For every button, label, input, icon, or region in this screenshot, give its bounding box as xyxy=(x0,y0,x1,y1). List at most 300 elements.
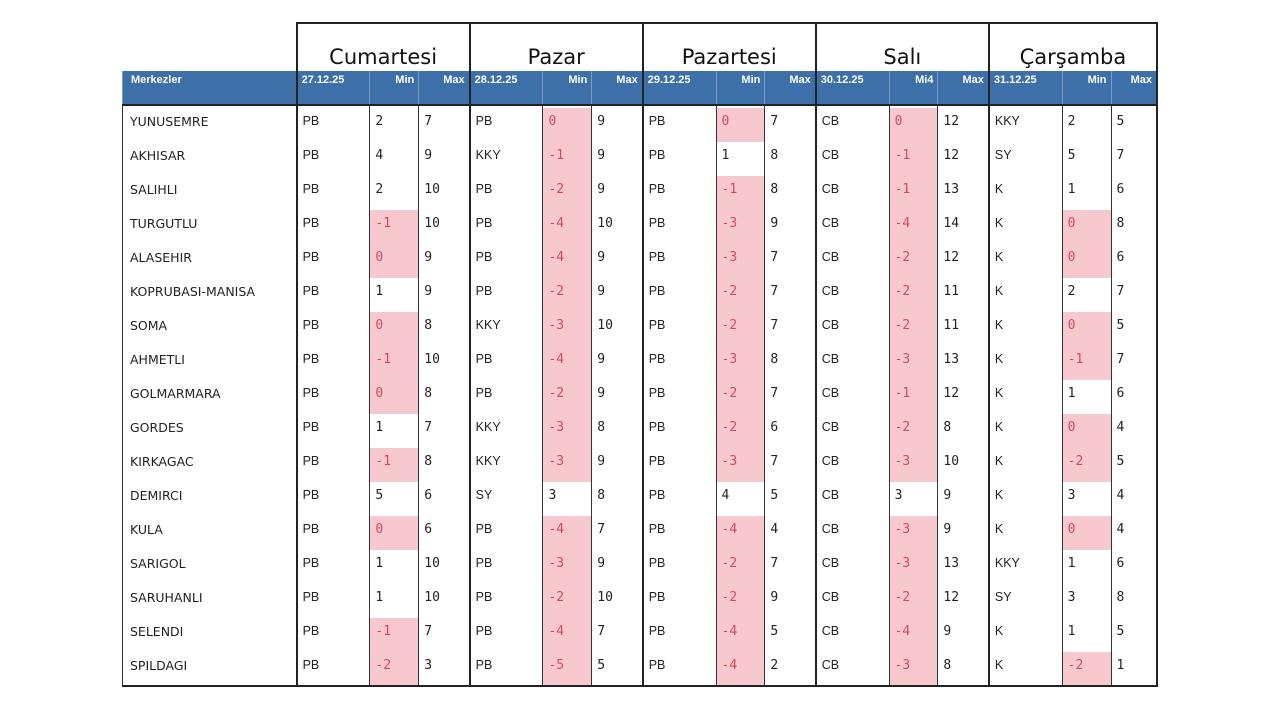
min-temp-cell: 0 xyxy=(370,312,419,346)
max-temp-cell: 5 xyxy=(765,618,816,652)
station-name: GOLMARMARA xyxy=(123,380,297,414)
condition-cell: PB xyxy=(643,618,716,652)
max-temp-cell: 5 xyxy=(1111,312,1157,346)
condition-cell: CB xyxy=(816,176,889,210)
max-temp-cell: 7 xyxy=(592,516,643,550)
day-name: Pazar xyxy=(470,23,643,71)
station-name: GORDES xyxy=(123,414,297,448)
max-temp-cell: 10 xyxy=(592,584,643,618)
min-temp-cell: 1 xyxy=(1062,380,1111,414)
min-temp-cell: 0 xyxy=(1062,210,1111,244)
max-temp-cell: 8 xyxy=(765,176,816,210)
condition-cell: PB xyxy=(643,346,716,380)
station-name: AKHISAR xyxy=(123,142,297,176)
station-name: KULA xyxy=(123,516,297,550)
table-row xyxy=(123,584,1158,618)
condition-cell: PB xyxy=(297,380,370,414)
condition-cell: PB xyxy=(297,142,370,176)
condition-cell: K xyxy=(989,414,1062,448)
condition-cell: PB xyxy=(643,550,716,584)
station-name: KOPRUBASI-MANISA xyxy=(123,278,297,312)
condition-cell: PB xyxy=(470,210,543,244)
date-header: 29.12.25 xyxy=(643,71,716,105)
min-temp-cell: 1 xyxy=(370,584,419,618)
min-temp-cell: -3 xyxy=(889,448,938,482)
max-temp-cell: 9 xyxy=(592,346,643,380)
condition-cell: PB xyxy=(297,652,370,686)
max-temp-cell: 9 xyxy=(419,244,470,278)
condition-cell: PB xyxy=(297,448,370,482)
condition-cell: K xyxy=(989,482,1062,516)
stations-header: Merkezler xyxy=(123,71,297,105)
min-temp-cell: -4 xyxy=(543,346,592,380)
min-temp-cell: -1 xyxy=(370,618,419,652)
max-temp-cell: 9 xyxy=(765,584,816,618)
min-temp-cell: 0 xyxy=(370,244,419,278)
condition-cell: PB xyxy=(297,346,370,380)
condition-cell: CB xyxy=(816,346,889,380)
min-temp-cell: -2 xyxy=(1062,448,1111,482)
table-row xyxy=(123,448,1158,482)
max-temp-cell: 7 xyxy=(1111,278,1157,312)
condition-cell: KKY xyxy=(989,108,1062,142)
min-temp-cell: -4 xyxy=(889,618,938,652)
min-temp-cell: -4 xyxy=(716,516,765,550)
max-temp-cell: 7 xyxy=(765,312,816,346)
table-row xyxy=(123,142,1158,176)
max-temp-cell: 8 xyxy=(938,652,989,686)
condition-cell: PB xyxy=(470,108,543,142)
date-header: 27.12.25 xyxy=(297,71,370,105)
condition-cell: CB xyxy=(816,516,889,550)
min-temp-cell: 2 xyxy=(1062,278,1111,312)
max-temp-cell: 10 xyxy=(592,210,643,244)
min-temp-cell: 1 xyxy=(370,550,419,584)
station-name: SELENDI xyxy=(123,618,297,652)
max-temp-cell: 9 xyxy=(419,142,470,176)
min-header: Min xyxy=(370,71,419,105)
condition-cell: PB xyxy=(470,278,543,312)
max-temp-cell: 7 xyxy=(1111,142,1157,176)
max-header: Max xyxy=(592,71,643,105)
condition-cell: PB xyxy=(470,550,543,584)
station-name: SARIGOL xyxy=(123,550,297,584)
min-temp-cell: 5 xyxy=(370,482,419,516)
min-temp-cell: 2 xyxy=(370,176,419,210)
max-temp-cell: 10 xyxy=(938,448,989,482)
max-temp-cell: 4 xyxy=(1111,482,1157,516)
condition-cell: K xyxy=(989,210,1062,244)
max-temp-cell: 10 xyxy=(592,312,643,346)
max-temp-cell: 5 xyxy=(765,482,816,516)
station-name: SOMA xyxy=(123,312,297,346)
min-temp-cell: -3 xyxy=(889,550,938,584)
max-temp-cell: 7 xyxy=(419,414,470,448)
max-temp-cell: 1 xyxy=(1111,652,1157,686)
min-temp-cell: 2 xyxy=(370,108,419,142)
condition-cell: KKY xyxy=(470,142,543,176)
min-header: Min xyxy=(543,71,592,105)
condition-cell: CB xyxy=(816,482,889,516)
max-temp-cell: 7 xyxy=(765,278,816,312)
table-row xyxy=(123,414,1158,448)
min-temp-cell: -3 xyxy=(543,414,592,448)
condition-cell: KKY xyxy=(470,414,543,448)
min-temp-cell: 3 xyxy=(543,482,592,516)
min-temp-cell: -2 xyxy=(543,380,592,414)
min-header: Mi4 xyxy=(889,71,938,105)
max-temp-cell: 5 xyxy=(1111,618,1157,652)
min-temp-cell: -2 xyxy=(889,244,938,278)
max-temp-cell: 7 xyxy=(765,244,816,278)
min-temp-cell: 1 xyxy=(1062,618,1111,652)
min-temp-cell: 1 xyxy=(1062,550,1111,584)
max-temp-cell: 7 xyxy=(765,380,816,414)
condition-cell: K xyxy=(989,346,1062,380)
min-temp-cell: 5 xyxy=(1062,142,1111,176)
station-name: TURGUTLU xyxy=(123,210,297,244)
min-temp-cell: -3 xyxy=(889,516,938,550)
condition-cell: CB xyxy=(816,278,889,312)
condition-cell: CB xyxy=(816,108,889,142)
day-name: Çarşamba xyxy=(989,23,1157,71)
condition-cell: K xyxy=(989,618,1062,652)
condition-cell: PB xyxy=(297,482,370,516)
max-temp-cell: 8 xyxy=(419,380,470,414)
condition-cell: KKY xyxy=(470,312,543,346)
min-temp-cell: -4 xyxy=(543,244,592,278)
condition-cell: PB xyxy=(297,618,370,652)
min-temp-cell: -4 xyxy=(543,210,592,244)
min-temp-cell: -2 xyxy=(889,584,938,618)
min-temp-cell: -2 xyxy=(716,312,765,346)
condition-cell: PB xyxy=(297,176,370,210)
max-temp-cell: 9 xyxy=(938,516,989,550)
max-temp-cell: 6 xyxy=(765,414,816,448)
table-row xyxy=(123,176,1158,210)
min-temp-cell: -4 xyxy=(543,516,592,550)
max-temp-cell: 7 xyxy=(419,108,470,142)
condition-cell: CB xyxy=(816,584,889,618)
min-temp-cell: -3 xyxy=(716,346,765,380)
min-temp-cell: 0 xyxy=(716,108,765,142)
max-header: Max xyxy=(765,71,816,105)
max-temp-cell: 13 xyxy=(938,176,989,210)
condition-cell: PB xyxy=(297,312,370,346)
condition-cell: PB xyxy=(643,448,716,482)
station-name: DEMIRCI xyxy=(123,482,297,516)
max-temp-cell: 6 xyxy=(1111,380,1157,414)
min-temp-cell: -3 xyxy=(716,210,765,244)
min-temp-cell: 1 xyxy=(716,142,765,176)
min-temp-cell: 4 xyxy=(716,482,765,516)
condition-cell: PB xyxy=(643,210,716,244)
min-header: Min xyxy=(1062,71,1111,105)
condition-cell: CB xyxy=(816,550,889,584)
condition-cell: PB xyxy=(643,108,716,142)
max-temp-cell: 9 xyxy=(592,244,643,278)
condition-cell: K xyxy=(989,448,1062,482)
max-temp-cell: 10 xyxy=(419,346,470,380)
min-temp-cell: -2 xyxy=(543,584,592,618)
condition-cell: CB xyxy=(816,210,889,244)
min-header: Min xyxy=(716,71,765,105)
condition-cell: PB xyxy=(643,244,716,278)
min-temp-cell: -2 xyxy=(543,176,592,210)
station-name: YUNUSEMRE xyxy=(123,108,297,142)
date-header: 30.12.25 xyxy=(816,71,889,105)
condition-cell: CB xyxy=(816,380,889,414)
station-name: AHMETLI xyxy=(123,346,297,380)
max-header: Max xyxy=(419,71,470,105)
max-temp-cell: 6 xyxy=(1111,176,1157,210)
min-temp-cell: 1 xyxy=(370,278,419,312)
min-temp-cell: 3 xyxy=(889,482,938,516)
max-temp-cell: 7 xyxy=(592,618,643,652)
condition-cell: PB xyxy=(297,244,370,278)
condition-cell: SY xyxy=(989,584,1062,618)
min-temp-cell: -1 xyxy=(1062,346,1111,380)
max-temp-cell: 5 xyxy=(592,652,643,686)
condition-cell: CB xyxy=(816,652,889,686)
max-temp-cell: 9 xyxy=(938,618,989,652)
forecast-table-container xyxy=(122,22,1158,687)
condition-cell: K xyxy=(989,278,1062,312)
max-temp-cell: 8 xyxy=(419,312,470,346)
condition-cell: PB xyxy=(470,176,543,210)
max-temp-cell: 13 xyxy=(938,550,989,584)
forecast-table xyxy=(122,22,1158,687)
date-header: 28.12.25 xyxy=(470,71,543,105)
min-temp-cell: -4 xyxy=(716,652,765,686)
max-temp-cell: 12 xyxy=(938,108,989,142)
condition-cell: KKY xyxy=(989,550,1062,584)
condition-cell: PB xyxy=(643,380,716,414)
condition-cell: PB xyxy=(470,584,543,618)
condition-cell: SY xyxy=(470,482,543,516)
max-temp-cell: 11 xyxy=(938,312,989,346)
max-header: Max xyxy=(938,71,989,105)
max-temp-cell: 9 xyxy=(592,176,643,210)
date-header: 31.12.25 xyxy=(989,71,1062,105)
min-temp-cell: -2 xyxy=(716,278,765,312)
max-temp-cell: 9 xyxy=(592,448,643,482)
table-row xyxy=(123,108,1158,142)
condition-cell: K xyxy=(989,652,1062,686)
max-temp-cell: 9 xyxy=(592,108,643,142)
table-row xyxy=(123,618,1158,652)
min-temp-cell: -1 xyxy=(370,448,419,482)
table-row xyxy=(123,516,1158,550)
condition-cell: CB xyxy=(816,414,889,448)
min-temp-cell: 0 xyxy=(1062,244,1111,278)
condition-cell: PB xyxy=(470,652,543,686)
condition-cell: K xyxy=(989,516,1062,550)
min-temp-cell: 0 xyxy=(1062,516,1111,550)
min-temp-cell: 1 xyxy=(370,414,419,448)
max-temp-cell: 8 xyxy=(592,414,643,448)
min-temp-cell: -2 xyxy=(543,278,592,312)
min-temp-cell: 3 xyxy=(1062,482,1111,516)
max-temp-cell: 4 xyxy=(1111,516,1157,550)
min-temp-cell: -2 xyxy=(889,312,938,346)
condition-cell: PB xyxy=(297,516,370,550)
min-temp-cell: -3 xyxy=(716,448,765,482)
max-temp-cell: 8 xyxy=(592,482,643,516)
min-temp-cell: -4 xyxy=(716,618,765,652)
condition-cell: CB xyxy=(816,618,889,652)
min-temp-cell: 3 xyxy=(1062,584,1111,618)
condition-cell: CB xyxy=(816,448,889,482)
min-temp-cell: -3 xyxy=(543,550,592,584)
condition-cell: PB xyxy=(297,108,370,142)
max-temp-cell: 7 xyxy=(765,448,816,482)
min-temp-cell: -2 xyxy=(716,584,765,618)
condition-cell: PB xyxy=(643,584,716,618)
max-temp-cell: 4 xyxy=(765,516,816,550)
max-temp-cell: 4 xyxy=(1111,414,1157,448)
min-temp-cell: -1 xyxy=(543,142,592,176)
table-row xyxy=(123,346,1158,380)
table-row xyxy=(123,482,1158,516)
condition-cell: PB xyxy=(297,210,370,244)
max-temp-cell: 8 xyxy=(765,142,816,176)
column-header-row xyxy=(123,71,1158,105)
max-temp-cell: 14 xyxy=(938,210,989,244)
max-temp-cell: 9 xyxy=(592,142,643,176)
max-temp-cell: 10 xyxy=(419,584,470,618)
condition-cell: PB xyxy=(643,176,716,210)
min-temp-cell: -2 xyxy=(1062,652,1111,686)
min-temp-cell: -1 xyxy=(889,176,938,210)
min-temp-cell: -5 xyxy=(543,652,592,686)
max-temp-cell: 7 xyxy=(765,550,816,584)
max-temp-cell: 12 xyxy=(938,244,989,278)
condition-cell: PB xyxy=(643,652,716,686)
condition-cell: K xyxy=(989,244,1062,278)
condition-cell: PB xyxy=(643,278,716,312)
condition-cell: KKY xyxy=(470,448,543,482)
min-temp-cell: 0 xyxy=(370,380,419,414)
max-temp-cell: 8 xyxy=(1111,584,1157,618)
max-temp-cell: 8 xyxy=(765,346,816,380)
max-temp-cell: 12 xyxy=(938,142,989,176)
condition-cell: PB xyxy=(643,312,716,346)
condition-cell: CB xyxy=(816,312,889,346)
forecast-body xyxy=(123,108,1158,686)
station-name: SARUHANLI xyxy=(123,584,297,618)
station-name: SALIHLI xyxy=(123,176,297,210)
condition-cell: CB xyxy=(816,244,889,278)
max-temp-cell: 9 xyxy=(592,550,643,584)
min-temp-cell: -1 xyxy=(716,176,765,210)
min-temp-cell: -3 xyxy=(543,312,592,346)
min-temp-cell: -1 xyxy=(889,380,938,414)
table-row xyxy=(123,244,1158,278)
max-temp-cell: 9 xyxy=(938,482,989,516)
max-temp-cell: 13 xyxy=(938,346,989,380)
max-temp-cell: 7 xyxy=(765,108,816,142)
max-temp-cell: 9 xyxy=(419,278,470,312)
condition-cell: PB xyxy=(470,618,543,652)
table-row xyxy=(123,210,1158,244)
min-temp-cell: 1 xyxy=(1062,176,1111,210)
day-name-row xyxy=(123,23,1158,71)
max-temp-cell: 9 xyxy=(592,278,643,312)
condition-cell: PB xyxy=(297,278,370,312)
condition-cell: K xyxy=(989,312,1062,346)
min-temp-cell: -3 xyxy=(716,244,765,278)
condition-cell: PB xyxy=(470,380,543,414)
table-row xyxy=(123,312,1158,346)
min-temp-cell: 2 xyxy=(1062,108,1111,142)
min-temp-cell: 0 xyxy=(889,108,938,142)
min-temp-cell: -4 xyxy=(543,618,592,652)
max-temp-cell: 11 xyxy=(938,278,989,312)
min-temp-cell: 0 xyxy=(543,108,592,142)
min-temp-cell: -2 xyxy=(370,652,419,686)
max-temp-cell: 10 xyxy=(419,550,470,584)
max-temp-cell: 2 xyxy=(765,652,816,686)
max-temp-cell: 8 xyxy=(938,414,989,448)
min-temp-cell: -2 xyxy=(889,278,938,312)
min-temp-cell: -1 xyxy=(889,142,938,176)
max-temp-cell: 6 xyxy=(1111,244,1157,278)
table-row xyxy=(123,380,1158,414)
min-temp-cell: -2 xyxy=(716,380,765,414)
station-name: KIRKAGAC xyxy=(123,448,297,482)
max-temp-cell: 9 xyxy=(592,380,643,414)
min-temp-cell: -4 xyxy=(889,210,938,244)
condition-cell: PB xyxy=(643,414,716,448)
max-temp-cell: 5 xyxy=(1111,108,1157,142)
condition-cell: PB xyxy=(297,584,370,618)
condition-cell: PB xyxy=(643,516,716,550)
max-temp-cell: 7 xyxy=(419,618,470,652)
min-temp-cell: -2 xyxy=(889,414,938,448)
max-header: Max xyxy=(1111,71,1157,105)
condition-cell: CB xyxy=(816,142,889,176)
max-temp-cell: 12 xyxy=(938,584,989,618)
max-temp-cell: 7 xyxy=(1111,346,1157,380)
max-temp-cell: 10 xyxy=(419,176,470,210)
max-temp-cell: 12 xyxy=(938,380,989,414)
min-temp-cell: 0 xyxy=(1062,414,1111,448)
condition-cell: PB xyxy=(643,482,716,516)
min-temp-cell: 0 xyxy=(1062,312,1111,346)
condition-cell: PB xyxy=(643,142,716,176)
table-row xyxy=(123,652,1158,686)
day-name: Cumartesi xyxy=(297,23,470,71)
min-temp-cell: -1 xyxy=(370,346,419,380)
condition-cell: PB xyxy=(297,550,370,584)
condition-cell: PB xyxy=(297,414,370,448)
max-temp-cell: 5 xyxy=(1111,448,1157,482)
min-temp-cell: -2 xyxy=(716,550,765,584)
max-temp-cell: 10 xyxy=(419,210,470,244)
min-temp-cell: -1 xyxy=(370,210,419,244)
station-name: SPILDAGI xyxy=(123,652,297,686)
table-row xyxy=(123,550,1158,584)
min-temp-cell: -2 xyxy=(716,414,765,448)
min-temp-cell: -3 xyxy=(889,652,938,686)
condition-cell: PB xyxy=(470,346,543,380)
condition-cell: PB xyxy=(470,516,543,550)
max-temp-cell: 3 xyxy=(419,652,470,686)
table-row xyxy=(123,278,1158,312)
day-name: Pazartesi xyxy=(643,23,816,71)
max-temp-cell: 6 xyxy=(419,516,470,550)
